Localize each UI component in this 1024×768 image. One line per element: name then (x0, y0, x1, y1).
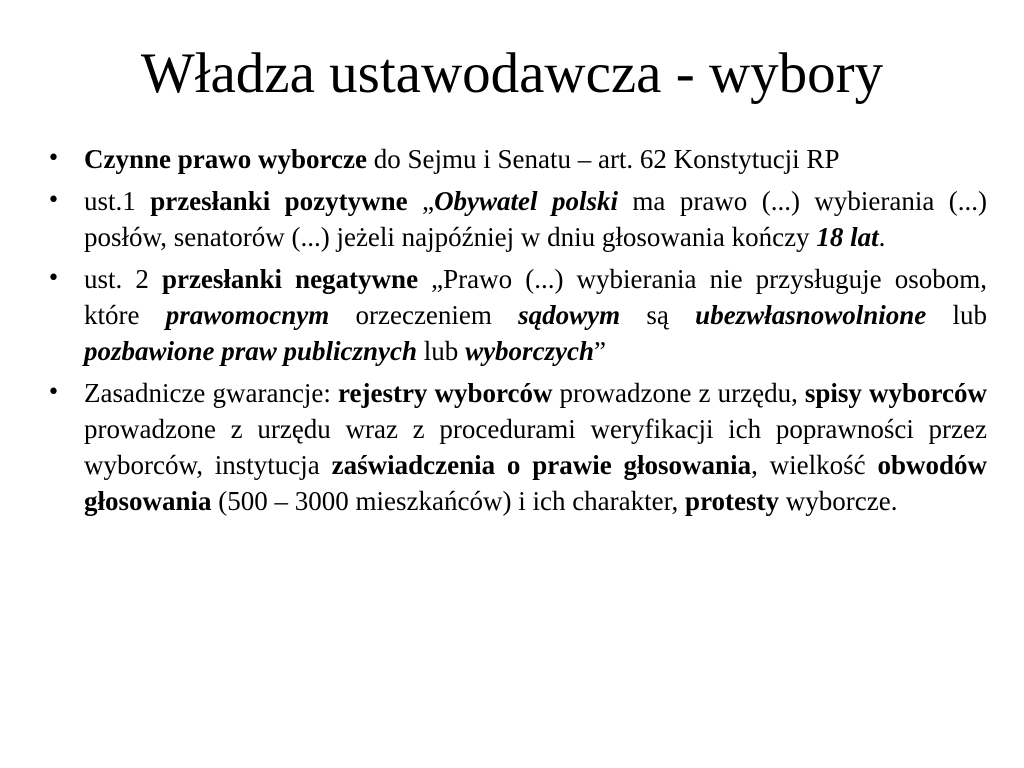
bullet-text-segment: pozbawione praw publicznych (84, 336, 418, 366)
bullet-text-segment: lub (926, 300, 987, 330)
bullet-text-segment: Zasadnicze gwarancje: (84, 378, 338, 408)
bullet-text-segment: są (620, 300, 696, 330)
bullet-text-segment: ust. 2 (84, 264, 162, 294)
bullet-text-segment: orzeczeniem (329, 300, 519, 330)
bullet-text-segment: obwodów głosowania (84, 450, 987, 516)
bullet-text-segment: sądowym (518, 300, 621, 330)
bullet-text-segment: ma prawo (...) wybierania (...) posłów, senatorów (...) jeżeli najpóźniej w dniu głosowania kończy (84, 186, 988, 252)
bullet-text-segment: 18 lat (816, 222, 879, 252)
bullet-positive-conditions (45, 183, 987, 255)
bullet-text-segment: protesty (685, 486, 780, 516)
bullet-text-segment: Obywatel polski (434, 186, 618, 216)
bullet-text-segment: wyborczych (465, 336, 595, 366)
bullet-text-segment: prawomocnym (165, 300, 330, 330)
bullet-text-segment: prowadzone z urzędu wraz z procedurami weryfikacji ich poprawności przez wyborców, instytucja (84, 414, 987, 480)
bullet-text-segment: ” (594, 336, 607, 366)
bullet-text-segment: przesłanki pozytywne (150, 186, 408, 216)
bullet-text-segment: rejestry wyborców (337, 378, 553, 408)
bullet-text-segment: do Sejmu i Senatu – art. 62 Konstytucji RP (366, 144, 840, 174)
bullet-fundamental-guarantees (45, 375, 987, 519)
bullet-list (45, 141, 987, 525)
bullet-text-segment: (500 – 3000 mieszkańców) i ich charakter, (211, 486, 686, 516)
bullet-text-segment: ust.1 (84, 186, 151, 216)
bullet-text-segment: Czynne prawo wyborcze (84, 144, 367, 174)
slide-title: Władza ustawodawcza - wybory (140, 42, 884, 105)
bullet-text-segment: . (878, 222, 886, 252)
bullet-active-voting-right (45, 141, 987, 177)
bullet-text-segment: prowadzone z urzędu, (552, 378, 805, 408)
bullet-text-segment: przesłanki negatywne (161, 264, 419, 294)
bullet-text-segment: , wielkość (751, 450, 878, 480)
bullet-text-segment: ubezwłasnowolnione (695, 300, 927, 330)
bullet-text-segment: „ (407, 186, 435, 216)
bullet-negative-conditions (45, 261, 987, 369)
bullet-text-segment: wyborcze. (779, 486, 898, 516)
bullet-text-segment: zaświadczenia o prawie głosowania (331, 450, 752, 480)
bullet-text-segment: „Prawo (...) wybierania nie przysługuje osobom, które (84, 264, 987, 330)
bullet-text-segment: lub (417, 336, 466, 366)
bullet-text-segment: spisy wyborców (804, 378, 987, 408)
